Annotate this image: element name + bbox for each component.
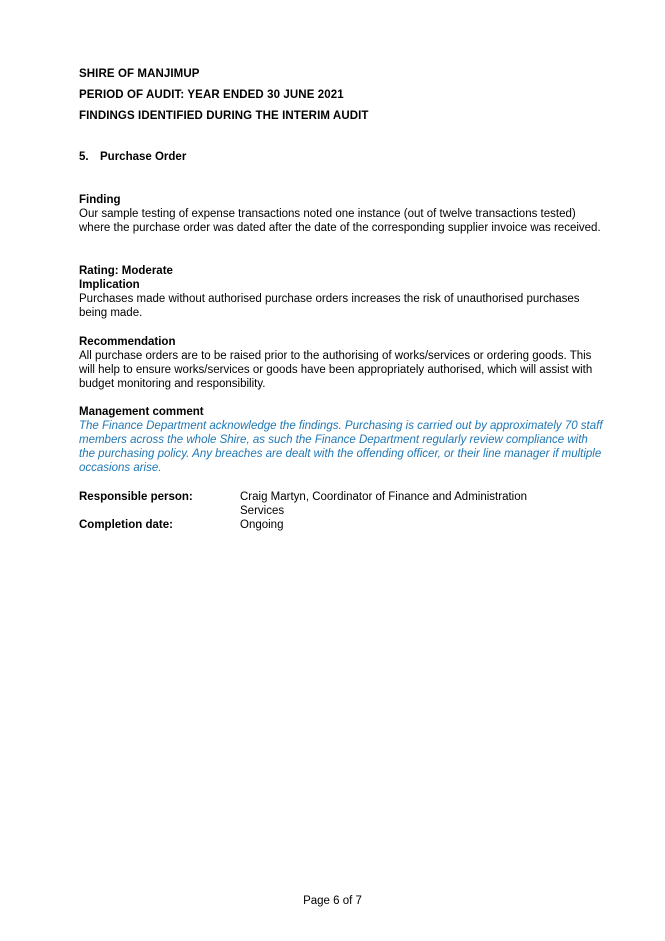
entity-name: SHIRE OF MANJIMUP bbox=[79, 68, 200, 80]
recommendation-text: All purchase orders are to be raised prior to the authorising of works/services or ordering goods. This will help to ensure works/services or goods have been appropriately authorised, which will assist with budget monitoring and responsibility. bbox=[79, 350, 593, 390]
recommendation-heading: Recommendation bbox=[79, 336, 176, 348]
section-number: 5. bbox=[79, 151, 89, 163]
section-title: Purchase Order bbox=[100, 151, 187, 163]
responsible-person-label: Responsible person: bbox=[79, 491, 193, 503]
management-comment-block bbox=[79, 405, 604, 475]
finding-text: Our sample testing of expense transactions noted one instance (out of twelve transactions tested) where the purchase order was dated after the date of the corresponding supplier invoice was received. bbox=[79, 208, 601, 234]
implication-text: Purchases made without authorised purchase orders increases the risk of unauthorised purchases being made. bbox=[79, 293, 580, 319]
responsible-person-row bbox=[79, 490, 604, 518]
page-number: Page 6 of 7 bbox=[303, 895, 362, 907]
management-comment-text: The Finance Department acknowledge the findings. Purchasing is carried out by approximately 70 staff members across the whole Shire, as such the Finance Department regularly review compliance with the purchasing policy. Any breaches are dealt with the offending officer, or their line manager if multiple occasions arise. bbox=[79, 420, 603, 474]
finding-heading: Finding bbox=[79, 194, 121, 206]
implication-block bbox=[79, 264, 604, 320]
implication-heading: Implication bbox=[79, 279, 140, 291]
completion-date-row bbox=[79, 518, 604, 532]
completion-date-label: Completion date: bbox=[79, 519, 173, 531]
responsible-person-value: Craig Martyn, Coordinator of Finance and Administration Services bbox=[240, 491, 528, 517]
rating-label: Rating: Moderate bbox=[79, 265, 173, 277]
finding-block bbox=[79, 193, 604, 235]
recommendation-block bbox=[79, 335, 604, 391]
management-comment-heading: Management comment bbox=[79, 406, 204, 418]
findings-title: FINDINGS IDENTIFIED DURING THE INTERIM AUDIT bbox=[79, 110, 369, 122]
completion-date-value: Ongoing bbox=[240, 519, 284, 531]
section-heading bbox=[79, 151, 186, 163]
audit-period: PERIOD OF AUDIT: YEAR ENDED 30 JUNE 2021 bbox=[79, 89, 344, 101]
